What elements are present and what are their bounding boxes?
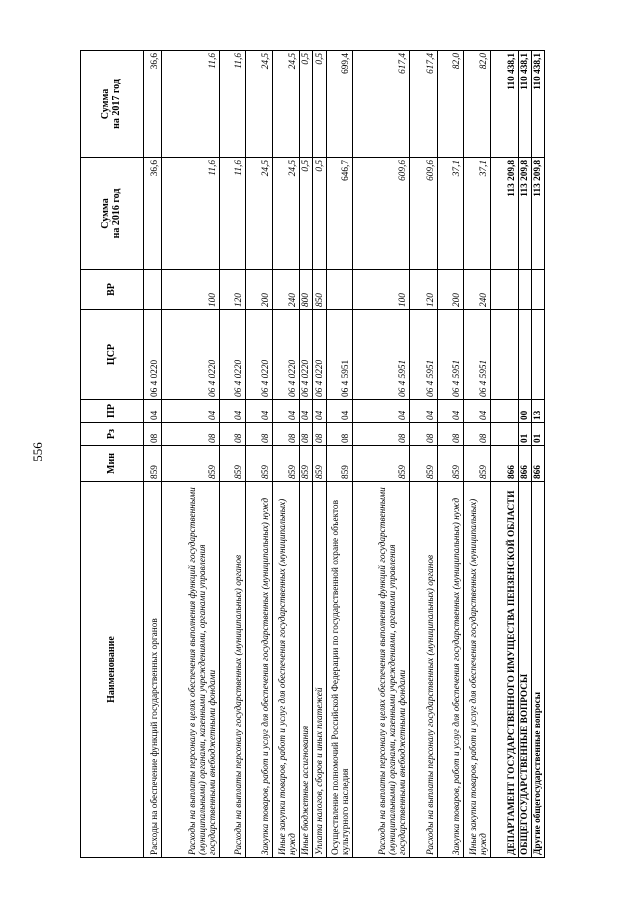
cell-min: 866 — [532, 446, 545, 482]
header-sum-2017 — [81, 51, 144, 158]
cell-sum-2016: 646,7 — [327, 158, 353, 270]
table-row — [313, 51, 327, 858]
cell-sum-2017: 110 438,1 — [519, 51, 532, 158]
cell-sum-2017: 0,5 — [313, 51, 327, 158]
cell-csr: 06 4 0220 — [162, 310, 220, 400]
table-row — [144, 51, 162, 858]
table-row — [438, 51, 464, 858]
cell-pr: 04 — [220, 400, 246, 423]
cell-sum-2016: 37,1 — [464, 158, 491, 270]
cell-pr: 04 — [327, 400, 353, 423]
header-sum-2016 — [81, 158, 144, 270]
cell-pr: 04 — [353, 400, 410, 423]
cell-vr — [144, 270, 162, 310]
cell-csr: 06 4 0220 — [220, 310, 246, 400]
cell-sum-2017: 82,0 — [464, 51, 491, 158]
cell-pr: 04 — [464, 400, 491, 423]
cell-rz: 08 — [464, 423, 491, 446]
header-csr: ЦСР — [81, 310, 144, 400]
cell-sum-2016: 113 209,8 — [519, 158, 532, 270]
table-row — [519, 51, 532, 858]
table-row — [353, 51, 410, 858]
cell-name: Расходы на выплаты персоналу государственных (муниципальных) органов — [220, 482, 246, 858]
cell-vr: 240 — [464, 270, 491, 310]
cell-vr: 120 — [410, 270, 438, 310]
cell-pr: 04 — [300, 400, 313, 423]
page-number: 556 — [30, 442, 45, 462]
cell-min: 859 — [464, 446, 491, 482]
cell-pr: 04 — [162, 400, 220, 423]
header-sum-2016-line2: на 2016 год — [111, 188, 122, 239]
cell-rz: 08 — [273, 423, 300, 446]
cell-rz: 08 — [220, 423, 246, 446]
cell-sum-2016: 113 209,8 — [491, 158, 519, 270]
cell-sum-2017: 110 438,1 — [491, 51, 519, 158]
cell-name: ОБЩЕГОСУДАРСТВЕННЫЕ ВОПРОСЫ — [519, 482, 532, 858]
cell-rz — [491, 423, 519, 446]
cell-sum-2017: 0,5 — [300, 51, 313, 158]
cell-min: 859 — [273, 446, 300, 482]
header-row — [81, 51, 144, 858]
cell-rz: 08 — [353, 423, 410, 446]
cell-csr — [519, 310, 532, 400]
cell-csr — [491, 310, 519, 400]
cell-min: 859 — [438, 446, 464, 482]
cell-min: 859 — [353, 446, 410, 482]
cell-min: 859 — [144, 446, 162, 482]
cell-csr: 06 4 5951 — [464, 310, 491, 400]
cell-csr: 06 4 5951 — [410, 310, 438, 400]
cell-csr: 06 4 0220 — [144, 310, 162, 400]
table-row — [491, 51, 519, 858]
cell-sum-2016: 609,6 — [410, 158, 438, 270]
cell-rz: 08 — [438, 423, 464, 446]
cell-min: 859 — [313, 446, 327, 482]
cell-sum-2017: 110 438,1 — [532, 51, 545, 158]
cell-sum-2016: 113 209,8 — [532, 158, 545, 270]
cell-name: ДЕПАРТАМЕНТ ГОСУДАРСТВЕННОГО ИМУЩЕСТВА ПЕНЗЕНСКОЙ ОБЛАСТИ — [491, 482, 519, 858]
cell-pr — [491, 400, 519, 423]
cell-name: Осуществление полномочий Российской Федерации по государственной охране объектов культурного наследия — [327, 482, 353, 858]
table-row — [273, 51, 300, 858]
table-row — [410, 51, 438, 858]
cell-pr: 04 — [273, 400, 300, 423]
cell-vr: 800 — [300, 270, 313, 310]
cell-rz: 08 — [410, 423, 438, 446]
table-row — [162, 51, 220, 858]
cell-name: Иные закупки товаров, работ и услуг для обеспечения государственных (муниципальных) нужд — [273, 482, 300, 858]
cell-vr — [327, 270, 353, 310]
cell-min: 859 — [220, 446, 246, 482]
table-row — [246, 51, 273, 858]
header-vr: ВР — [81, 270, 144, 310]
cell-name: Расходы на обеспечение функций государственных органов — [144, 482, 162, 858]
cell-pr: 04 — [144, 400, 162, 423]
cell-sum-2016: 24,5 — [273, 158, 300, 270]
cell-sum-2017: 24,5 — [273, 51, 300, 158]
cell-sum-2017: 11,6 — [162, 51, 220, 158]
budget-table — [80, 50, 545, 858]
cell-sum-2017: 617,4 — [353, 51, 410, 158]
cell-csr: 06 4 0220 — [246, 310, 273, 400]
cell-name: Расходы на выплаты персоналу в целях обеспечения выполнения функций государственными (муниципальными) органами, казенными учреждениями, органами управления государственными внебюджетными фондами — [162, 482, 220, 858]
cell-csr: 06 4 0220 — [300, 310, 313, 400]
cell-min: 866 — [491, 446, 519, 482]
cell-name: Иные бюджетные ассигнования — [300, 482, 313, 858]
header-sum-2017-line2: на 2017 год — [111, 79, 122, 129]
cell-rz: 08 — [313, 423, 327, 446]
cell-vr: 200 — [246, 270, 273, 310]
cell-csr: 06 4 5951 — [327, 310, 353, 400]
table-body — [144, 51, 545, 858]
cell-csr: 06 4 0220 — [273, 310, 300, 400]
cell-vr: 120 — [220, 270, 246, 310]
cell-vr: 100 — [162, 270, 220, 310]
cell-min: 859 — [162, 446, 220, 482]
cell-min: 859 — [410, 446, 438, 482]
cell-rz: 08 — [327, 423, 353, 446]
cell-sum-2016: 37,1 — [438, 158, 464, 270]
cell-sum-2017: 699,4 — [327, 51, 353, 158]
cell-csr: 06 4 0220 — [313, 310, 327, 400]
cell-sum-2017: 617,4 — [410, 51, 438, 158]
rotated-table-container — [80, 51, 548, 858]
cell-name: Закупка товаров, работ и услуг для обеспечения государственных (муниципальных) нужд — [438, 482, 464, 858]
cell-vr: 100 — [353, 270, 410, 310]
cell-pr: 00 — [519, 400, 532, 423]
cell-name: Уплата налогов, сборов и иных платежей — [313, 482, 327, 858]
cell-name: Расходы на выплаты персоналу государственных (муниципальных) органов — [410, 482, 438, 858]
cell-rz: 01 — [532, 423, 545, 446]
cell-sum-2016: 0,5 — [300, 158, 313, 270]
cell-rz: 08 — [300, 423, 313, 446]
cell-sum-2017: 36,6 — [144, 51, 162, 158]
cell-vr — [519, 270, 532, 310]
cell-pr: 04 — [313, 400, 327, 423]
table-row — [220, 51, 246, 858]
cell-sum-2017: 11,6 — [220, 51, 246, 158]
cell-csr: 06 4 5951 — [353, 310, 410, 400]
cell-min: 866 — [519, 446, 532, 482]
cell-min: 859 — [327, 446, 353, 482]
cell-name: Иные закупки товаров, работ и услуг для обеспечения государственных (муниципальных) нужд — [464, 482, 491, 858]
cell-vr — [491, 270, 519, 310]
cell-rz: 08 — [144, 423, 162, 446]
header-min: Мин — [81, 446, 144, 482]
cell-rz: 08 — [246, 423, 273, 446]
cell-rz: 08 — [162, 423, 220, 446]
cell-sum-2016: 36,6 — [144, 158, 162, 270]
cell-name: Закупка товаров, работ и услуг для обеспечения государственных (муниципальных) нужд — [246, 482, 273, 858]
header-pr: ПР — [81, 400, 144, 423]
cell-sum-2017: 24,5 — [246, 51, 273, 158]
cell-sum-2017: 82,0 — [438, 51, 464, 158]
cell-name: Другие общегосударственные вопросы — [532, 482, 545, 858]
cell-name: Расходы на выплаты персоналу в целях обеспечения выполнения функций государственными (муниципальными) органами, казенными учреждениями, органами управления государственными внебюджетными фондами — [353, 482, 410, 858]
cell-csr: 06 4 5951 — [438, 310, 464, 400]
cell-vr — [532, 270, 545, 310]
table-row — [327, 51, 353, 858]
table-row — [464, 51, 491, 858]
header-rz: Рз — [81, 423, 144, 446]
cell-pr: 04 — [246, 400, 273, 423]
cell-pr: 13 — [532, 400, 545, 423]
cell-csr — [532, 310, 545, 400]
cell-vr: 200 — [438, 270, 464, 310]
cell-rz: 01 — [519, 423, 532, 446]
cell-sum-2016: 0,5 — [313, 158, 327, 270]
cell-pr: 04 — [438, 400, 464, 423]
cell-sum-2016: 24,5 — [246, 158, 273, 270]
cell-vr: 240 — [273, 270, 300, 310]
cell-min: 859 — [300, 446, 313, 482]
cell-min: 859 — [246, 446, 273, 482]
table-row — [300, 51, 313, 858]
cell-vr: 850 — [313, 270, 327, 310]
header-sum-2016-line1: Сумма — [100, 198, 112, 229]
cell-pr: 04 — [410, 400, 438, 423]
table-row — [532, 51, 545, 858]
cell-sum-2016: 11,6 — [162, 158, 220, 270]
cell-sum-2016: 11,6 — [220, 158, 246, 270]
cell-sum-2016: 609,6 — [353, 158, 410, 270]
header-sum-2017-line1: Сумма — [100, 88, 112, 120]
header-name: Наименование — [81, 482, 144, 858]
